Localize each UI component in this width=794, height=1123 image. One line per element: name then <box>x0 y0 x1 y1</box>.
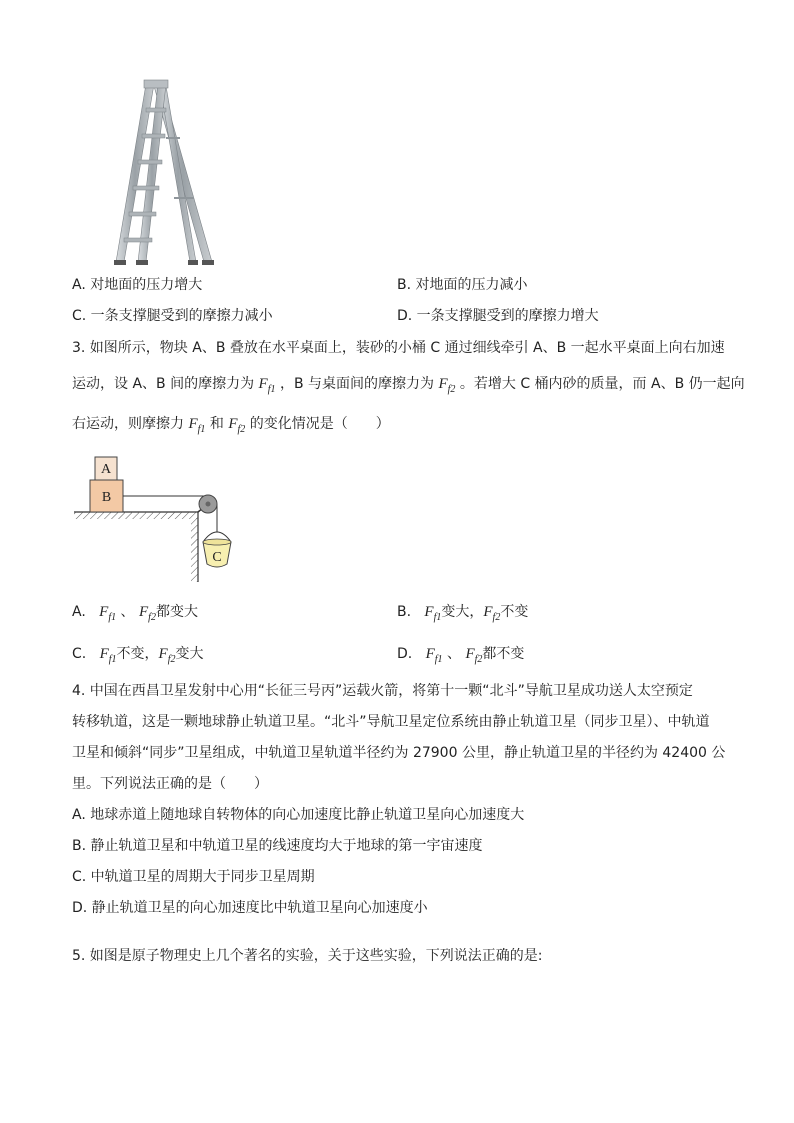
q3-option-c-text-mid: 不变， <box>116 646 159 662</box>
formula-ff1: $F_{f1}$ <box>425 646 443 665</box>
q3-option-b-label: B. <box>397 604 412 620</box>
q2-option-c: C. 一条支撑腿受到的摩擦力减小 <box>72 308 273 324</box>
formula-ff2: $F_{f2}$ <box>158 646 176 665</box>
q3-line-1: 3. 如图所示，物块 A、B 叠放在水平桌面上，装砂的小桶 C 通过细线牵引 A、B 一起水平桌面上向右加速 <box>72 340 725 356</box>
ladder-figure <box>108 78 228 266</box>
q2-option-b: B. 对地面的压力减小 <box>397 277 528 293</box>
q5-line-1: 5. 如图是原子物理史上几个著名的实验，关于这些实验，下列说法正确的是: <box>72 948 543 964</box>
q3-option-a-sep: 、 <box>120 604 135 620</box>
q4-option-c: C. 中轨道卫星的周期大于同步卫星周期 <box>72 869 315 885</box>
q3-line-2-text-mid: ，B 与桌面间的摩擦力为 <box>279 376 435 392</box>
q3-option-b-text: 不变 <box>500 604 529 620</box>
q3-option-b-text-mid: 变大， <box>441 604 484 620</box>
q3-line-3-text-mid: 和 <box>209 416 224 432</box>
blocks-pulley-figure <box>72 452 242 584</box>
q3-option-a <box>72 602 198 628</box>
q4-line-4: 里。下列说法正确的是（ ） <box>72 776 268 792</box>
q2-option-a: A. 对地面的压力增大 <box>72 277 203 293</box>
q3-option-d-text: 都不变 <box>482 646 525 662</box>
q4-option-d: D. 静止轨道卫星的向心加速度比中轨道卫星向心加速度小 <box>72 900 428 916</box>
q3-option-d <box>397 644 524 670</box>
q3-option-d-sep: 、 <box>447 646 461 662</box>
q4-line-2: 转移轨道，这是一颗地球静止轨道卫星。“北斗”导航卫星定位系统由静止轨道卫星（同步卫星）、中轨道 <box>72 714 710 730</box>
formula-ff2: $F_{f2}$ <box>228 416 246 435</box>
q3-option-a-label: A. <box>72 604 86 620</box>
q3-line-2 <box>72 374 745 400</box>
q3-line-2-text-post: 。若增大 C 桶内砂的质量，而 A、B 仍一起向 <box>459 376 745 392</box>
bucket-c-label: C <box>212 550 222 565</box>
q4-line-1: 4. 中国在西昌卫星发射中心用“长征三号丙”运载火箭，将第十一颗“北斗”导航卫星成功送人太空预定 <box>72 683 693 699</box>
q3-line-3-text: 右运动，则摩擦力 <box>72 416 184 432</box>
q3-option-d-label: D. <box>397 646 413 662</box>
q4-option-a: A. 地球赤道上随地球自转物体的向心加速度比静止轨道卫星向心加速度大 <box>72 807 525 823</box>
q3-line-2-text: 运动，设 A、B 间的摩擦力为 <box>72 376 255 392</box>
formula-ff1: $F_{f1}$ <box>99 646 117 665</box>
q4-line-3: 卫星和倾斜“同步”卫星组成，中轨道卫星轨道半径约为 27900 公里，静止轨道卫星的半径约为 42400 公 <box>72 745 726 761</box>
q3-option-c-text: 变大 <box>175 646 204 662</box>
q3-line-3 <box>72 414 390 440</box>
q2-option-d: D. 一条支撑腿受到的摩擦力增大 <box>397 308 599 324</box>
formula-ff2: $F_{f2}$ <box>139 604 156 623</box>
q3-option-c <box>72 644 204 670</box>
formula-ff1: $F_{f1}$ <box>258 376 276 395</box>
formula-ff1: $F_{f1}$ <box>99 604 117 623</box>
block-a-label: A <box>100 462 112 477</box>
q3-line-3-text-post: 的变化情况是（ ） <box>249 416 390 432</box>
formula-ff2: $F_{f2}$ <box>465 646 483 665</box>
formula-ff2: $F_{f2}$ <box>483 604 501 623</box>
q3-option-b <box>397 602 528 628</box>
formula-ff1: $F_{f1}$ <box>188 416 206 435</box>
q4-option-b: B. 静止轨道卫星和中轨道卫星的线速度均大于地球的第一宇宙速度 <box>72 838 483 854</box>
q3-option-a-text: 都变大 <box>155 604 198 620</box>
formula-ff2: $F_{f2}$ <box>438 376 456 395</box>
formula-ff1: $F_{f1}$ <box>424 604 442 623</box>
q3-option-c-label: C. <box>72 646 87 662</box>
block-b-label: B <box>101 490 112 505</box>
